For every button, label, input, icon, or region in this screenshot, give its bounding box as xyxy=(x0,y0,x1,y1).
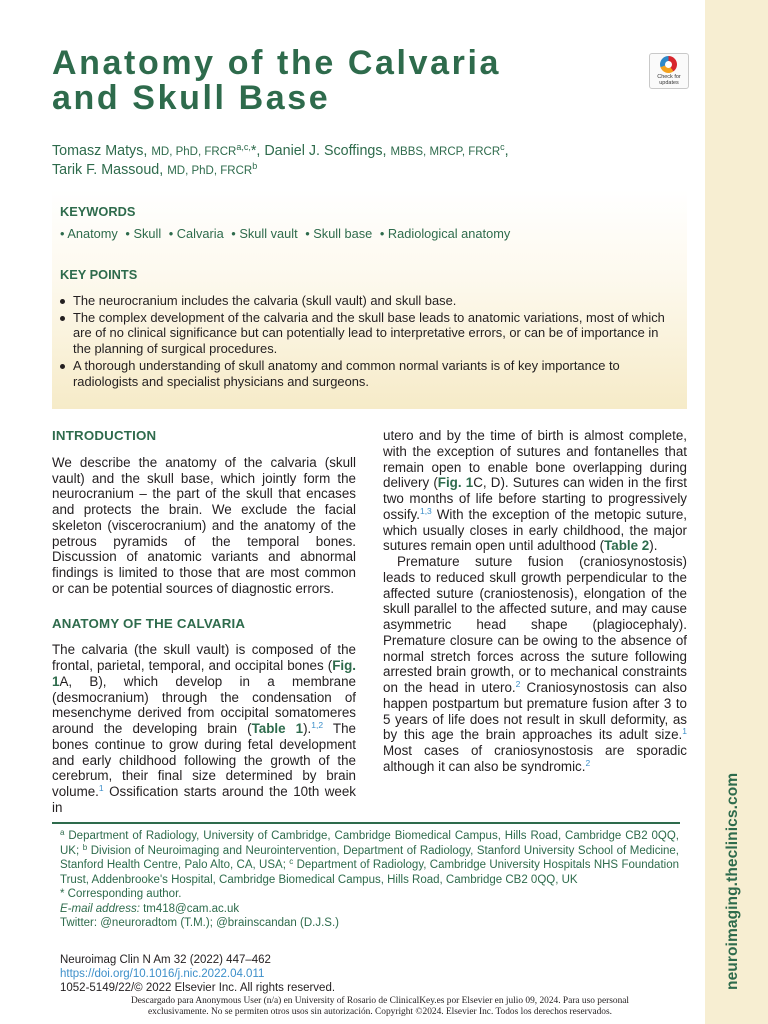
introduction-heading: INTRODUCTION xyxy=(52,428,157,443)
introduction-paragraph: We describe the anatomy of the calvaria (skull vault) and the skull base, which jointly form the neurocranium – the part of the skull that encases and protects the brain. We exclude the facial skeleton (viscerocranium) and the anatomy of the petrous pyramids of the temporal bones. Discussion of anatomic variants and abnormal findings is limited to those that are most common or can be potential sources of diagnostic errors. xyxy=(52,454,356,596)
body-paragraph: utero and by the time of birth is almost complete, with the exception of sutures and fontanelles that remain open to enable bone overlapping during delivery (Fig. 1C, D). Sutures can widen in the first two months of life before starting to progressively ossify.$^{1,3}$ With the exception of the metopic suture, which usually closes in early childhood, the major sutures remain open until adulthood (Table 2). xyxy=(383,428,687,554)
article-title xyxy=(52,46,612,116)
right-column xyxy=(383,428,687,775)
citation: Neuroimag Clin N Am 32 (2022) 447–462 xyxy=(60,954,271,966)
affiliation-marker: b xyxy=(252,161,258,171)
author-name: Tomasz Matys, xyxy=(52,143,148,159)
reference-link[interactable]: 1 xyxy=(98,783,104,793)
reference-link[interactable]: 2 xyxy=(585,757,591,768)
email-link[interactable]: tm418@cam.ac.uk xyxy=(143,902,240,915)
figure-link[interactable]: Fig. 1 xyxy=(437,475,474,491)
check-for-updates-badge[interactable] xyxy=(649,53,689,89)
keyword: • Skull vault xyxy=(231,226,298,241)
keypoints-list xyxy=(60,293,672,390)
affiliation-marker: c xyxy=(500,142,505,152)
calvaria-heading: ANATOMY OF THE CALVARIA xyxy=(52,615,246,631)
footnote-divider xyxy=(52,822,680,824)
corresponding-author: * Corresponding author. xyxy=(60,888,182,900)
keyword: • Skull xyxy=(125,226,162,241)
crossmark-icon xyxy=(660,56,677,73)
author-name: Daniel J. Scoffings, xyxy=(264,143,387,159)
body-paragraph: Premature suture fusion (craniosynostosis) leads to reduced skull growth perpendicular to the affected suture (craniostenosis), elongation of the skull parallel to the affected suture, and may cause asymmetric head shape (plagiocephaly). Premature closure can be owing to the absence of normal stretch forces across the suture following arrested brain growth, or to mechanical constraints on the head in utero.$^2$ Craniosynostosis can also happen postpartum but premature fusion after 3 to 5 years of life does not result in skull deformity, as by this age the brain approaches its adult size.$^1$ Most cases of craniosynostosis are sporadic although it can also be syndromic.$^2$ xyxy=(383,554,687,774)
keyword: • Radiological anatomy xyxy=(379,226,511,241)
copyright: 1052-5149/22/© 2022 Elsevier Inc. All rights reserved. xyxy=(60,982,336,994)
keyword: • Anatomy xyxy=(60,226,118,241)
doi-link[interactable]: https://doi.org/10.1016/j.nic.2022.04.011 xyxy=(60,968,265,980)
title-line-2: and Skull Base xyxy=(52,79,331,117)
author-name: Tarik F. Massoud, xyxy=(52,162,164,178)
keyword: • Calvaria xyxy=(168,226,224,241)
email-line: E-mail address: tm418@cam.ac.uk xyxy=(60,902,240,915)
figure-link[interactable]: Fig. 1 xyxy=(52,658,356,689)
calvaria-paragraph: The calvaria (the skull vault) is composed of the frontal, parietal, temporal, and occipital bones (Fig. 1A, B), which develop in a membrane (desmocranium) through the condensation of mesenchyme derived from occipital somatomeres around the developing brain (Table 1).$^{1,2}$ The bones continue to grow during fetal development and early childhood following the growth of the cerebrum, their final size determined by brain volume.$^1$ Ossification starts around the 10th week in xyxy=(52,642,356,815)
reference-link[interactable]: 1 xyxy=(682,726,687,737)
title-line-1: Anatomy of the Calvaria xyxy=(52,44,502,82)
journal-info xyxy=(60,953,335,995)
badge-label: Check for updates xyxy=(657,74,681,86)
keypoint-item: The neurocranium includes the calvaria (skull vault) and skull base. xyxy=(60,293,672,309)
author-credentials: MBBS, MRCP, FRCR xyxy=(390,146,501,158)
journal-url[interactable]: neuroimaging.theclinics.com xyxy=(724,772,741,990)
keypoints-heading: KEY POINTS xyxy=(60,267,138,282)
keyword: • Skull base xyxy=(305,226,373,241)
reference-link[interactable]: 1,3 xyxy=(419,505,432,516)
keypoint-item: The complex development of the calvaria and the skull base leads to anatomic variations, most of which are of no clinical significance but can potentially lead to interpretative errors, or can be of importance in the planning of surgical procedures. xyxy=(60,310,672,357)
author-list: Tomasz Matys, MD, PhD, $FRCR^{a,c,}*$, Daniel J. Scoffings, MBBS, MRCP, FRCR$^c$, Tarik F. Massoud, MD, PhD, FRCR$^b$ xyxy=(52,142,509,178)
keypoint-item: A thorough understanding of skull anatomy and common normal variants is of key importance to radiologists and specialist physicians and surgeons. xyxy=(60,358,672,389)
reference-link[interactable]: 2 xyxy=(515,679,521,689)
keywords-heading: KEYWORDS xyxy=(60,204,136,219)
reference-link[interactable]: 1,2 xyxy=(311,720,324,730)
twitter-line: Twitter: @neuroradtom (T.M.); @brainscandan (D.J.S.) xyxy=(60,917,339,929)
affiliations-footnote xyxy=(60,829,679,931)
keywords-list xyxy=(60,226,514,241)
affiliations: $^a$ Department of Radiology, University of Cambridge, Cambridge Biomedical Campus, Hills Road, Cambridge CB2 0QQ, UK; $^b$ Division of Neuroimaging and Neurointervention, Department of Radiology, Stanford University School of Medicine, Stanford Health Centre, Palo Alto, CA, USA; $^c$ Department of Radiology, Cambridge University Hospitals NHS Foundation Trust, Addenbrooke's Hospital, Cambridge Biomedical Campus, Hills Road, Cambridge CB2 0QQ, UK xyxy=(60,828,679,886)
download-notice: Descargado para Anonymous User (n/a) en University of Rosario de ClinicalKey.es por Elsevier en julio 09, 2024. Para uso personal exclusivamente. No se permiten otros usos sin autorización. Copyright ©2024. Elsevier Inc. Todos los derechos reservados. xyxy=(130,996,630,1017)
table-link[interactable]: Table 1 xyxy=(251,721,304,736)
left-column xyxy=(52,428,356,816)
corresponding-marker: *, xyxy=(250,143,261,159)
table-link[interactable]: Table 2 xyxy=(604,538,650,554)
affiliation-marker: a,c, xyxy=(236,142,251,152)
author-credentials: MD, PhD, FRCR xyxy=(151,146,237,158)
author-credentials: MD, PhD, FRCR xyxy=(167,165,253,177)
